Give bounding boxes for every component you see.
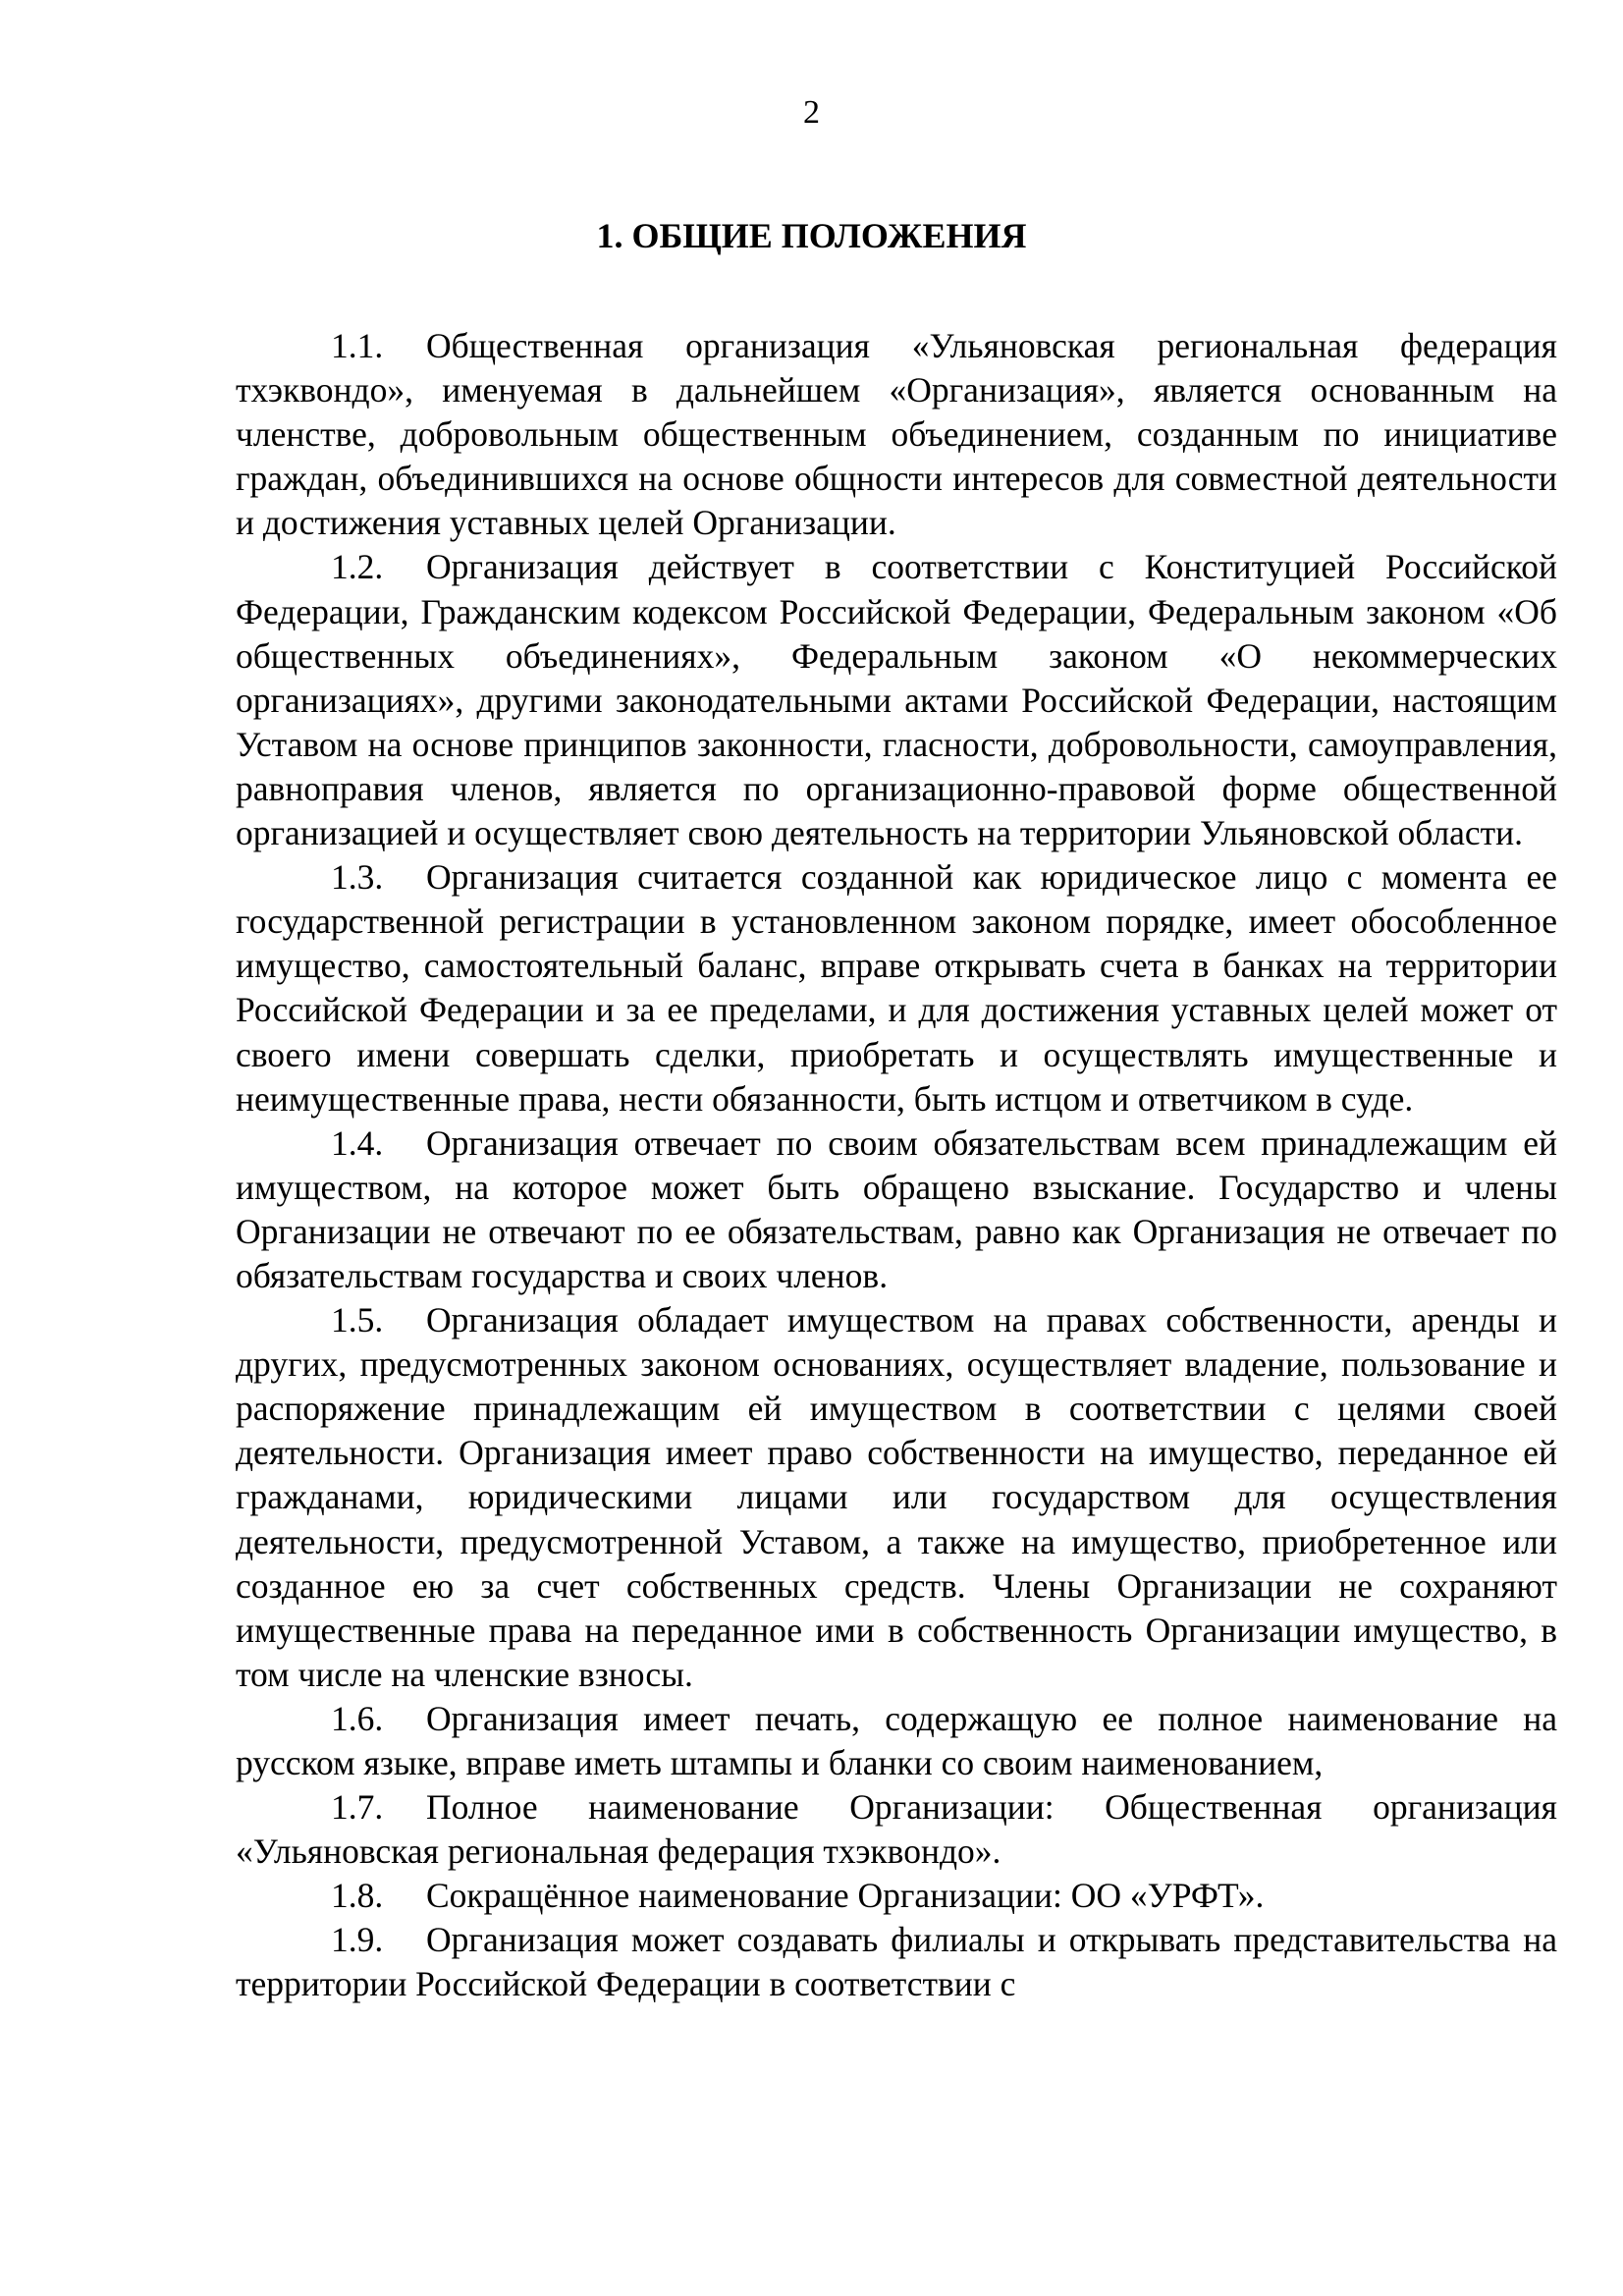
- clause-text: Организация считается созданной как юридическое лицо с момента ее государственной регистрации в установленном законом порядке, имеет обособленное имущество, самостоятельный баланс, вправе открывать счета в банках на территории Российской Федерации и за ее пределами, и для достижения уставных целей может от своего имени совершать сделки, приобретать и осуществлять имущественные и неимущественные права, нести обязанности, быть истцом и ответчиком в суде.: [236, 857, 1557, 1119]
- clause-text: Организация может создавать филиалы и открывать представительства на территории Российской Федерации в соответствии с: [236, 1920, 1557, 2004]
- clause-1-9: [236, 1918, 1557, 2006]
- clause-number: 1.3.: [331, 857, 384, 898]
- clause-number: 1.8.: [331, 1876, 384, 1916]
- clause-number: 1.2.: [331, 547, 384, 587]
- clause-text: Общественная организация «Ульяновская региональная федерация тхэквондо», именуемая в дальнейшем «Организация», является основанным на членстве, добровольным общественным объединением, созданным по инициативе граждан, объединившихся на основе общности интересов для совместной деятельности и достижения уставных целей Организации.: [236, 326, 1557, 543]
- clause-text: Организация имеет печать, содержащую ее полное наименование на русском языке, вправе иметь штампы и бланки со своим наименованием,: [236, 1698, 1557, 1782]
- clause-1-6: [236, 1697, 1557, 1785]
- clause-number: 1.6.: [331, 1698, 384, 1738]
- clause-number: 1.1.: [331, 326, 384, 365]
- clause-1-8: [236, 1874, 1557, 1918]
- clause-1-5: [236, 1298, 1557, 1697]
- clause-text: Организация обладает имуществом на правах собственности, аренды и других, предусмотренных законом основаниях, осуществляет владение, пользование и распоряжение принадлежащим ей имуществом в соответствии с целями своей деятельности. Организация имеет право собственности на имущество, переданное ей гражданами, юридическими лицами или государством для осуществления деятельности, предусмотренной Уставом, а также на имущество, приобретенное или созданное ею за счет собственных средств. Члены Организации не сохраняют имущественные права на переданное ими в собственность Организации имущество, в том числе на членские взносы.: [236, 1300, 1557, 1694]
- clause-1-3: [236, 855, 1557, 1121]
- document-body: [236, 324, 1557, 2007]
- clause-text: Полное наименование Организации: Общественная организация «Ульяновская региональная федерация тхэквондо».: [236, 1787, 1557, 1872]
- clause-number: 1.9.: [331, 1920, 384, 1960]
- clause-1-1: [236, 324, 1557, 545]
- clause-number: 1.5.: [331, 1300, 384, 1340]
- page-number: 2: [803, 94, 820, 131]
- clause-text: Сокращённое наименование Организации: ОО «УРФТ».: [426, 1876, 1265, 1916]
- clause-number: 1.4.: [331, 1122, 384, 1163]
- clause-number: 1.7.: [331, 1787, 384, 1828]
- clause-text: Организация отвечает по своим обязательствам всем принадлежащим ей имуществом, на которое может быть обращено взыскание. Государство и члены Организации не отвечают по ее обязательствам, равно как Организация не отвечает по обязательствам государства и своих членов.: [236, 1122, 1557, 1295]
- clause-1-7: [236, 1785, 1557, 1874]
- clause-1-2: [236, 545, 1557, 855]
- section-title: 1. ОБЩИЕ ПОЛОЖЕНИЯ: [596, 216, 1027, 255]
- clause-text: Организация действует в соответствии с Конституцией Российской Федерации, Гражданским кодексом Российской Федерации, Федеральным законом «Об общественных объединениях», Федеральным законом «О некоммерческих организациях», другими законодательными актами Российской Федерации, настоящим Уставом на основе принципов законности, гласности, добровольности, самоуправления, равноправия членов, является по организационно-правовой форме общественной организацией и осуществляет свою деятельность на территории Ульяновской области.: [236, 547, 1557, 853]
- clause-1-4: [236, 1121, 1557, 1298]
